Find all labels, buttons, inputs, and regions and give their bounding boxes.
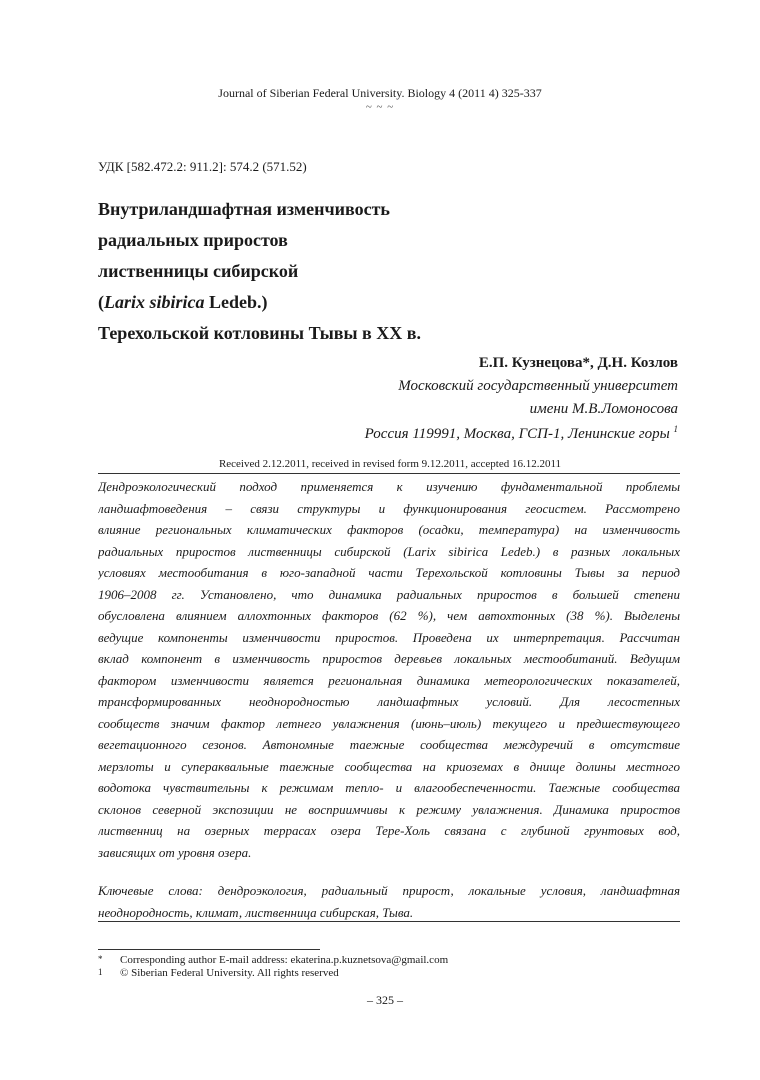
footnote-mark: * [98,954,103,964]
abstract-line: ведущие компоненты изменчивости приростов. Проведена их интерпретация. Рассчитан [98,629,680,645]
keywords-line-2: неоднородность, климат, лиственница сибирская, Тыва. [98,904,414,920]
authors: Е.П. Кузнецова*, Д.Н. Козлов [478,355,678,371]
keywords [98,880,680,923]
keywords-bottom-rule [98,921,680,922]
udk-code: УДК [582.472.2: 911.2]: 574.2 (571.52) [98,159,307,174]
affiliation-footnote-mark: 1 [673,424,678,434]
title-paren: ( [98,292,104,312]
title-species-author: Ledeb.) [204,292,268,312]
title-line-5: Терехольской котловины Тывы в XX в. [98,323,421,343]
header-ornament: ~ ~ ~ [365,101,395,113]
abstract-line: ландшафтоведения – связи структуры и функционирования геосистем. Рассмотрено [98,500,680,516]
affiliation-address: Россия 119991, Москва, ГСП-1, Ленинские горы [364,426,670,442]
footnote-text: © Siberian Federal University. All rights reserved [120,967,339,979]
abstract-line: радиальных приростов лиственницы сибирской (Larix sibirica Ledeb.) в разных локальных [98,543,680,559]
title-line-1: Внутриландшафтная изменчивость [98,199,390,219]
affiliation-line-2: имени М.В.Ломоносова [529,401,678,417]
abstract-line: влияние региональных климатических факторов (осадки, температура) на изменчивость [98,522,680,537]
abstract-line: трансформированных неоднородностью ландшафтных условий. Для лесостепных [98,694,680,709]
abstract-line: фактором изменчивости является региональная динамика метеорологических показателей, [98,672,680,688]
page-number: – 325 – [367,993,403,1007]
footnote-mark: 1 [98,967,103,977]
footnote-text: Corresponding author E-mail address: ekaterina.p.kuznetsova@gmail.com [120,954,449,966]
abstract-line: условиях местообитания в юго-западной части Терехольской котловины Тывы за период [98,565,680,580]
abstract-line: Дендроэкологический подход применяется к изучению фундаментальной проблемы [98,479,680,494]
abstract [98,476,680,863]
affiliation-line-1: Московский государственный университет [398,378,678,394]
title-line-4 [98,287,658,318]
affiliation-line-3 [365,418,678,446]
title-species-name: Larix sibirica [104,292,205,312]
footnote-corresponding-author [98,954,448,966]
abstract-line: сообществ значим фактор летнего увлажнения (июнь–июль) текущего и предшествующего [98,715,680,731]
title-line-2: радиальных приростов [98,230,288,250]
abstract-line: водотока чувствительны к режимам тепло- и влагообеспеченности. Таежные сообщества [98,780,680,795]
article-title [98,194,658,349]
abstract-line: склонов северной экспозиции не восприимчивы к режиму увлажнения. Динамика приростов [98,801,680,817]
abstract-line: вклад компонент в изменчивость приростов деревьев локальных местообитаний. Ведущим [98,651,680,666]
received-dates: Received 2.12.2011, received in revised form 9.12.2011, accepted 16.12.2011 [218,458,562,470]
title-line-3: лиственницы сибирской [98,261,299,281]
abstract-line: лиственниц на озерных террасах озера Тере-Холь связана с глубиной грунтовых вод, [98,823,680,838]
keywords-line-1: Ключевые слова: дендроэкология, радиальный прирост, локальные условия, ландшафтная [98,883,680,898]
footnote-copyright [98,967,339,979]
abstract-line: обусловлена влиянием аллохтонных факторов (62 %), чем автохтонных (38 %). Выделены [98,608,680,623]
footnote-rule [98,949,320,950]
abstract-line: 1906–2008 гг. Установлено, что динамика радиальных приростов в большей степени [98,586,680,602]
abstract-top-rule [98,473,680,474]
abstract-line: вегетационного сезонов. Автономные таежные сообщества междуречий в отсутствие [98,737,680,752]
abstract-line: мерзлоты и супераквальные таежные сообщества на криоземах в днище долины местного [98,758,680,774]
abstract-line: зависящих от уровня озера. [98,844,252,860]
journal-header: Journal of Siberian Federal University. Biology 4 (2011 4) 325-337 [218,86,542,100]
